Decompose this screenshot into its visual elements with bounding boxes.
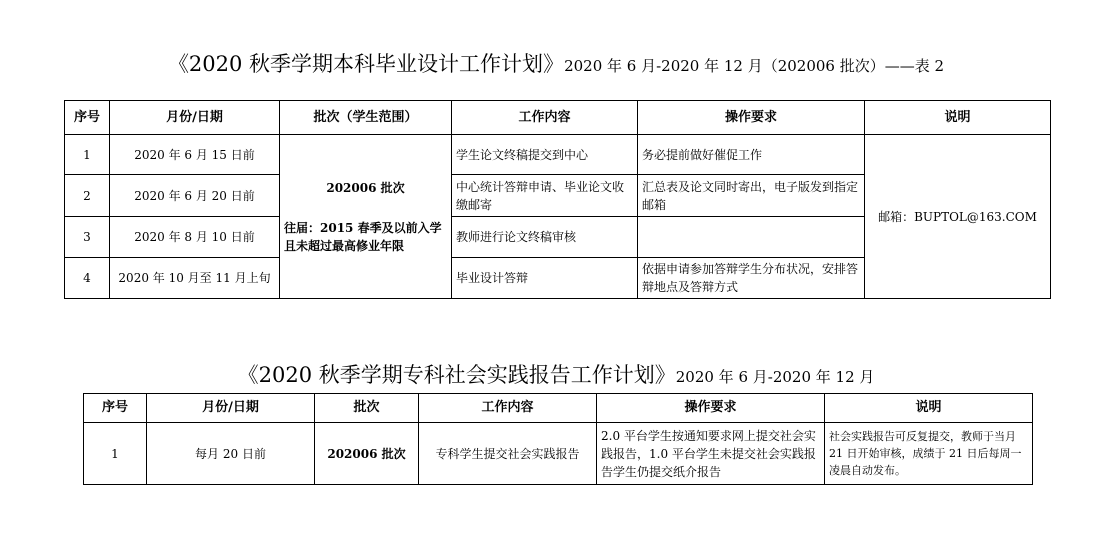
header-content: 工作内容 [419,394,597,423]
table2-title [0,359,1112,389]
table1-title-tail: 2020 年 6 月-2020 年 12 月（202006 批次）——表 2 [564,57,945,75]
table-row [84,423,1033,485]
cell-date: 2020 年 6 月 15 日前 [110,135,280,175]
table-header-row [84,394,1033,423]
cell-no: 1 [65,135,110,175]
cell-note [865,135,1051,299]
table1-title [0,48,1112,78]
cell-content: 教师进行论文终稿审核 [452,217,638,258]
cell-no: 3 [65,217,110,258]
header-no: 序号 [84,394,147,423]
header-content: 工作内容 [452,101,638,135]
cell-content: 学生论文终稿提交到中心 [452,135,638,175]
header-date: 月份/日期 [110,101,280,135]
header-batch: 批次（学生范围） [280,101,452,135]
cell-note: 社会实践报告可反复提交，教师于当月 21 日开始审核，成绩于 21 日后每周一凌晨自动发布。 [825,423,1033,485]
header-note: 说明 [825,394,1033,423]
cell-date: 2020 年 6 月 20 日前 [110,175,280,217]
header-note: 说明 [865,101,1051,135]
cell-no: 4 [65,258,110,299]
cell-content: 毕业设计答辩 [452,258,638,299]
cell-no: 2 [65,175,110,217]
cell-batch: 202006 批次 [315,423,419,485]
table2-title-main: 《2020 秋季学期专科社会实践报告工作计划》 [237,363,676,387]
header-no: 序号 [65,101,110,135]
undergrad-plan-table [64,100,1051,299]
batch-scope: 往届：2015 春季及以前入学且未超过最高修业年限 [284,220,442,253]
cell-requirement: 务必提前做好催促工作 [638,135,865,175]
table-row [65,135,1051,175]
table2-title-tail: 2020 年 6 月-2020 年 12 月 [675,368,875,386]
cell-content: 专科学生提交社会实践报告 [419,423,597,485]
cell-requirement: 汇总表及论文同时寄出，电子版发到指定邮箱 [638,175,865,217]
batch-name: 202006 批次 [326,180,405,195]
table-header-row [65,101,1051,135]
cell-requirement [638,217,865,258]
college-plan-table [83,393,1033,485]
header-batch: 批次 [315,394,419,423]
header-requirement: 操作要求 [638,101,865,135]
cell-content: 中心统计答辩申请、毕业论文收缴邮寄 [452,175,638,217]
header-requirement: 操作要求 [597,394,825,423]
cell-no: 1 [84,423,147,485]
header-date: 月份/日期 [147,394,315,423]
cell-date: 2020 年 10 月至 11 月上旬 [110,258,280,299]
note-email: 邮箱：BUPTOL@163.COM [878,209,1037,224]
cell-requirement: 2.0 平台学生按通知要求网上提交社会实践报告，1.0 平台学生未提交社会实践报告学生仍提交纸介报告 [597,423,825,485]
cell-requirement: 依据申请参加答辩学生分布状况，安排答辩地点及答辩方式 [638,258,865,299]
table1-title-main: 《2020 秋季学期本科毕业设计工作计划》 [167,52,565,76]
cell-batch [280,135,452,299]
cell-date: 2020 年 8 月 10 日前 [110,217,280,258]
cell-date: 每月 20 日前 [147,423,315,485]
